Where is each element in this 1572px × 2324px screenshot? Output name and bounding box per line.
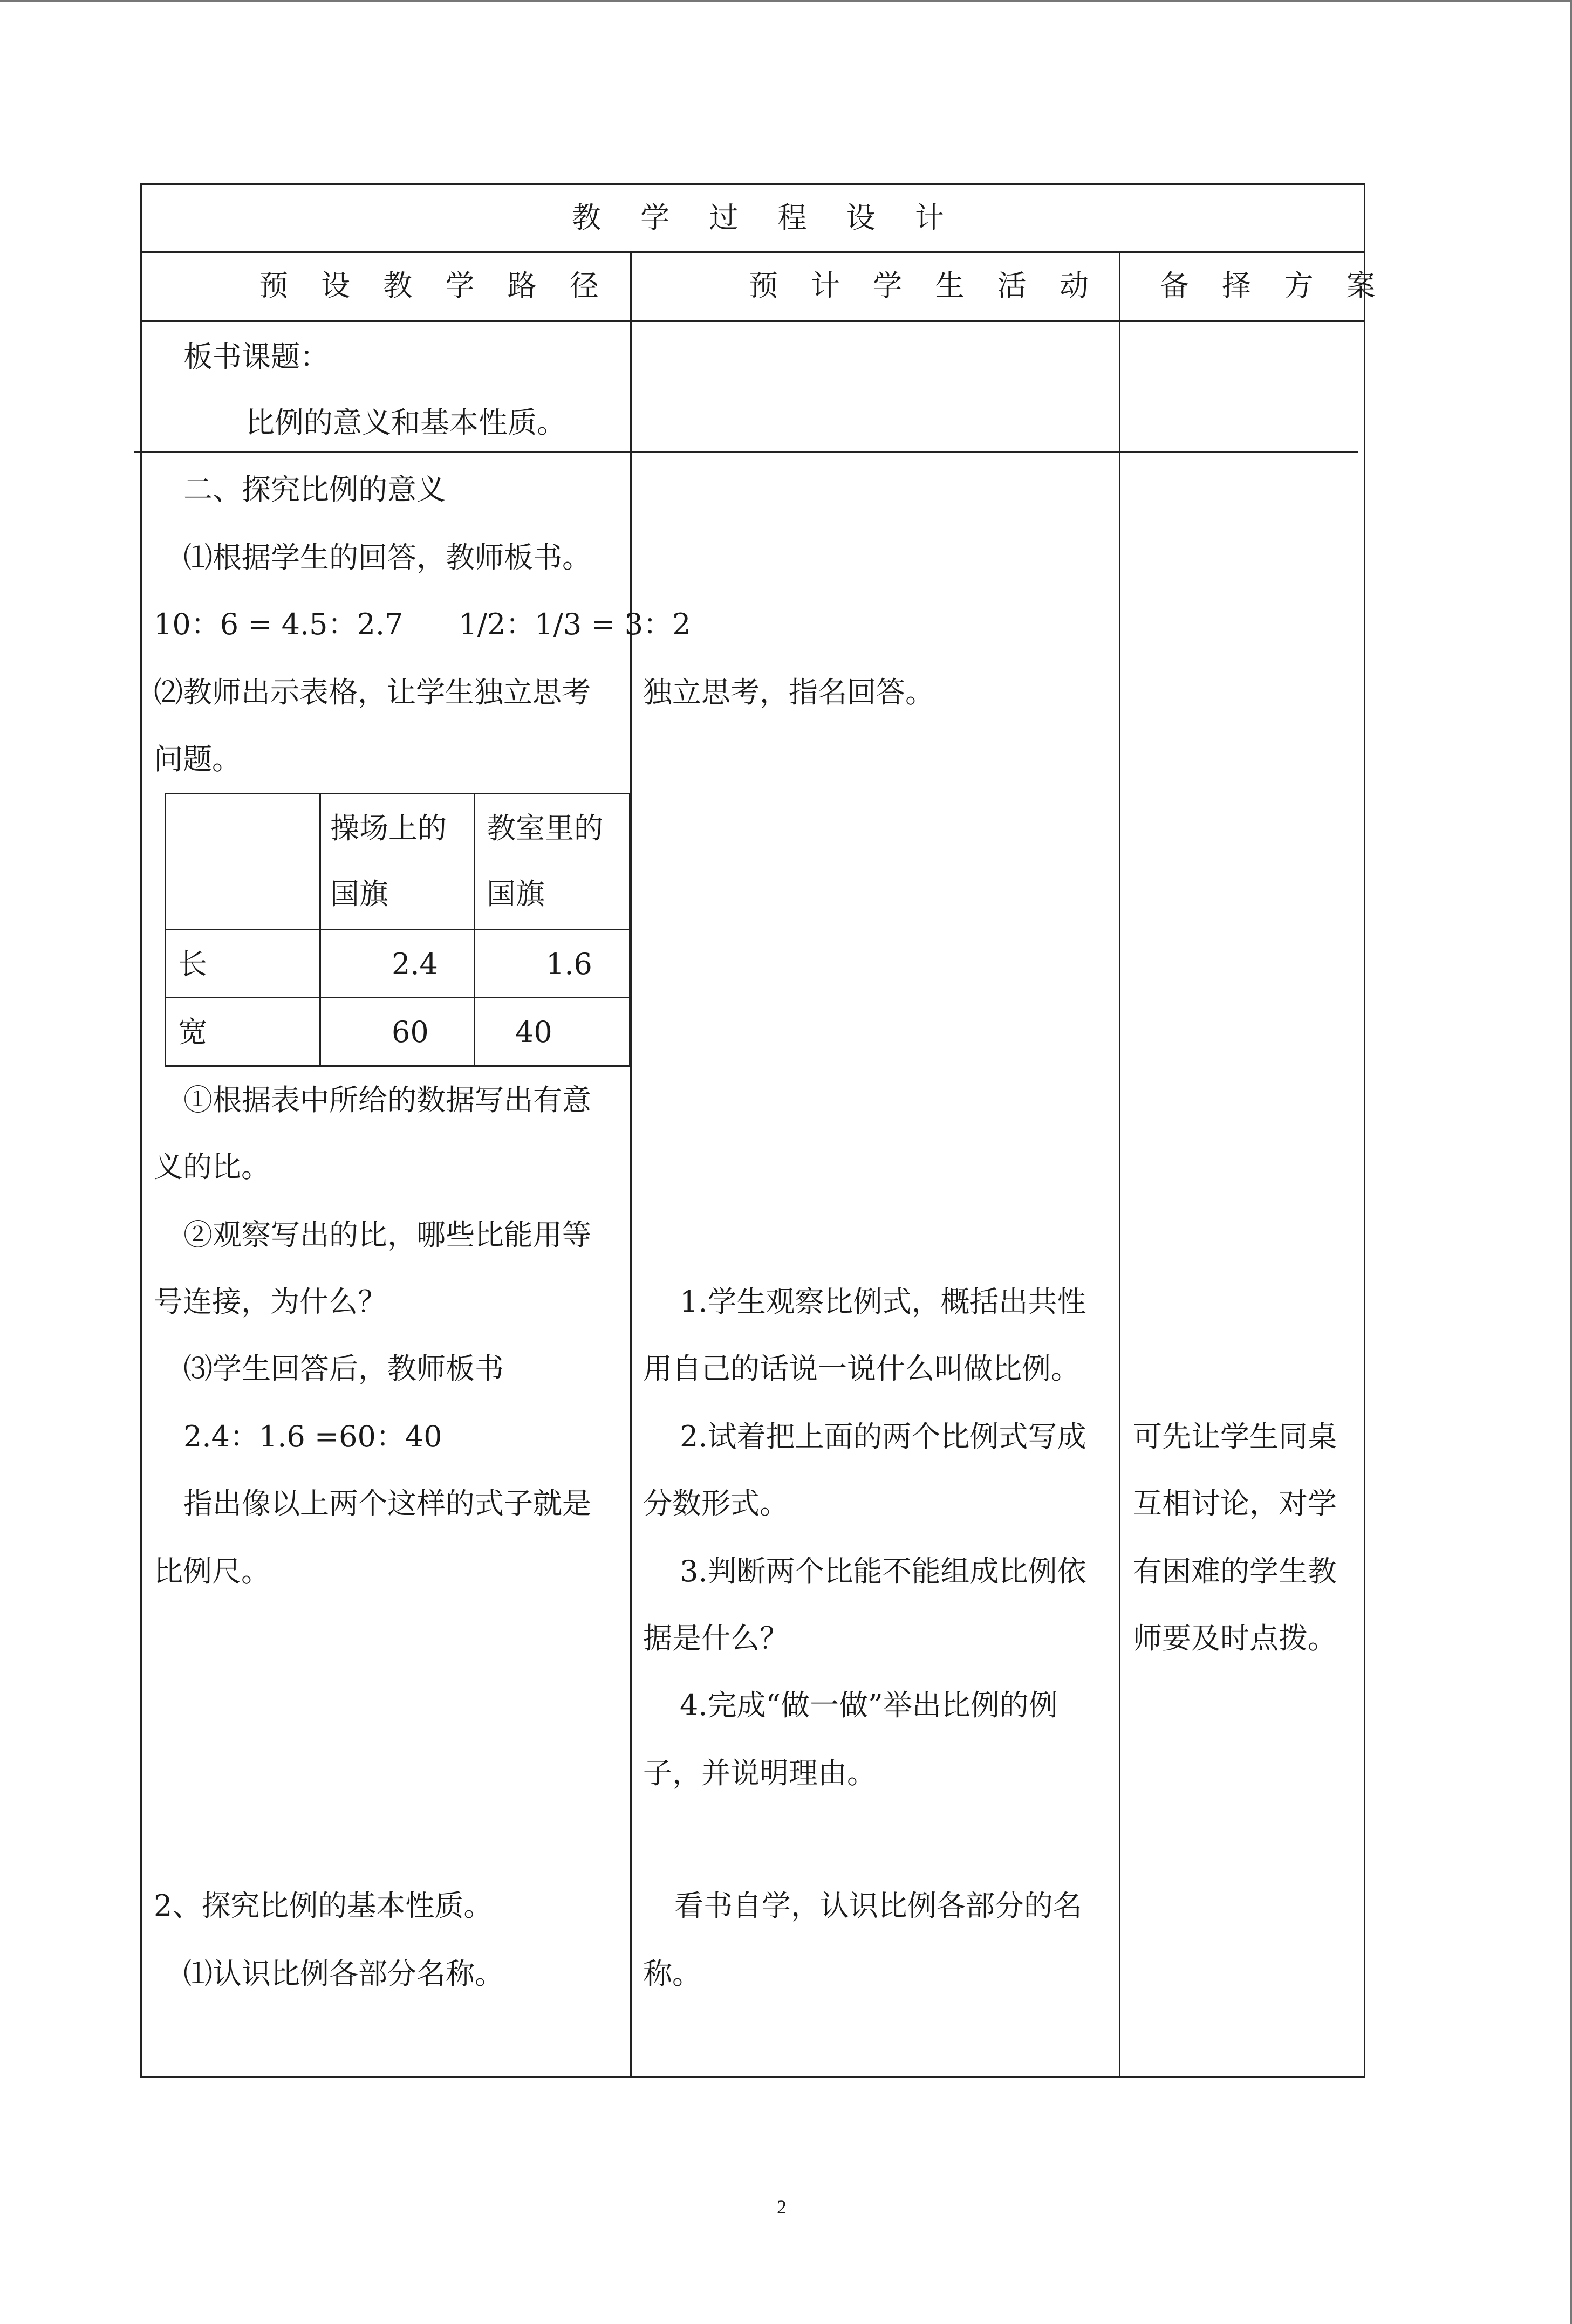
lesson-process-table	[140, 183, 1365, 2078]
formula-1: 10：6 = 4.5：2.7 1/2：1/3 = 3：2	[154, 607, 691, 641]
student-think-answer: 独立思考，指名回答。	[643, 675, 934, 709]
step-2-line-2: 问题。	[154, 742, 241, 776]
self-study-line-1: 看书自学，认识比例各部分的名	[674, 1889, 1082, 1923]
alternative-plan-line-2: 互相讨论，对学	[1133, 1486, 1337, 1520]
activity-3-line-1: 3.判断两个比能不能组成比例依	[680, 1554, 1086, 1588]
flag-table-cell: 1.6	[546, 947, 592, 981]
step-3: ⑶学生回答后，教师板书	[183, 1352, 504, 1386]
title-divider	[140, 251, 1365, 253]
activity-1-line-1: 1.学生观察比例式，概括出共性	[680, 1285, 1086, 1319]
flag-table-cell: 2.4	[392, 947, 438, 981]
step-1: ⑴根据学生的回答，教师板书。	[183, 540, 591, 574]
formula-2: 2.4：1.6 =60：40	[183, 1420, 442, 1454]
flag-table-header-classroom-2: 国旗	[487, 877, 545, 911]
page-number: 2	[777, 2196, 787, 2218]
section-2-step-1: ⑴认识比例各部分名称。	[183, 1957, 504, 1991]
header-student-activity: 预 计 学 生 活 动	[749, 269, 1101, 303]
alternative-plan-line-1: 可先让学生同桌	[1133, 1420, 1337, 1454]
column-divider-2	[1119, 251, 1120, 2078]
flag-table-header-playground-1: 操场上的	[330, 811, 447, 845]
flag-table-header-classroom-1: 教室里的	[487, 811, 603, 845]
flag-table-row-label: 宽	[178, 1015, 207, 1049]
flag-table-row-divider-1	[165, 929, 631, 930]
question-1-line-2: 义的比。	[154, 1150, 270, 1184]
activity-4-line-2: 子，并说明理由。	[643, 1756, 876, 1790]
self-study-line-2: 称。	[643, 1957, 701, 1991]
activity-2-line-2: 分数形式。	[643, 1486, 789, 1520]
flag-table-row-label: 长	[178, 947, 207, 981]
blackboard-topic: 比例的意义和基本性质。	[245, 406, 566, 440]
activity-1-line-2: 用自己的话说一说什么叫做比例。	[643, 1352, 1080, 1386]
header-alternative-plan: 备 择 方 案	[1160, 269, 1388, 303]
activity-4-line-1: 4.完成“做一做”举出比例的例	[680, 1688, 1058, 1722]
alternative-plan-line-3: 有困难的学生教	[1133, 1554, 1337, 1588]
section-heading: 二、探究比例的意义	[183, 472, 446, 506]
conclusion-line-1: 指出像以上两个这样的式子就是	[183, 1486, 591, 1520]
blackboard-divider	[134, 451, 1358, 453]
question-2-line-1: ②观察写出的比，哪些比能用等	[183, 1218, 591, 1252]
page-border-top	[0, 0, 1572, 2]
header-teaching-path: 预 设 教 学 路 径	[259, 269, 611, 303]
column-divider-1	[630, 251, 632, 2078]
alternative-plan-line-4: 师要及时点拨。	[1133, 1621, 1337, 1655]
header-divider	[140, 320, 1365, 322]
step-2-line-1: ⑵教师出示表格，让学生独立思考	[154, 675, 591, 709]
activity-3-line-2: 据是什么？	[643, 1621, 789, 1655]
flag-table-cell: 40	[515, 1015, 552, 1049]
flag-table-cell: 60	[392, 1015, 429, 1049]
question-1-line-1: ①根据表中所给的数据写出有意	[183, 1083, 591, 1117]
flag-table-header-playground-2: 国旗	[330, 877, 388, 911]
table-title: 教 学 过 程 设 计	[572, 201, 959, 235]
blackboard-label: 板书课题：	[183, 340, 329, 374]
section-2-heading: 2、探究比例的基本性质。	[154, 1889, 493, 1923]
conclusion-line-2: 比例尺。	[154, 1554, 270, 1588]
question-2-line-2: 号连接，为什么？	[154, 1285, 387, 1319]
flag-table-row-divider-2	[165, 997, 631, 998]
activity-2-line-1: 2.试着把上面的两个比例式写成	[680, 1420, 1086, 1454]
